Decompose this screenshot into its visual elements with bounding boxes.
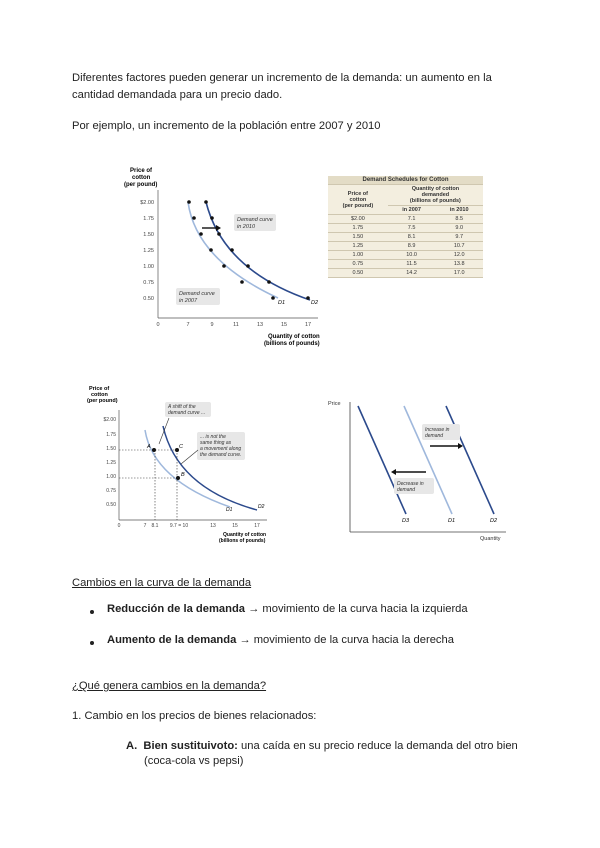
table-col-qty xyxy=(388,185,483,206)
fig1-d2-label: D2 xyxy=(311,300,319,306)
fig2-callout1-2: demand curve ... xyxy=(168,410,206,416)
fig1-xtick-2: 9 xyxy=(210,322,214,328)
table-cell: 10.7 xyxy=(435,242,483,251)
fig2-xtick-0: 0 xyxy=(117,523,121,529)
fig3-increase-1: Increase in xyxy=(425,427,450,433)
table-cell: 1.25 xyxy=(328,242,388,251)
fig2-callout2-2: same thing as xyxy=(200,440,232,446)
fig3-y-title: Price xyxy=(328,401,341,407)
table-row xyxy=(328,251,483,260)
table-cell: 8.9 xyxy=(388,242,436,251)
fig3-increase-2: demand xyxy=(425,433,444,439)
fig1-label-2010-1: Demand curve xyxy=(237,217,273,223)
table-cell: 14.2 xyxy=(388,269,436,278)
fig1-x-title-1: Quantity of cotton xyxy=(268,334,320,340)
table-cell: 1.50 xyxy=(328,233,388,242)
fig1-xtick-5: 15 xyxy=(280,322,288,328)
bullet-dot xyxy=(90,610,94,614)
table-cell: 11.5 xyxy=(388,260,436,269)
bullet-aumento xyxy=(107,634,454,646)
fig2-ytick-2: 1.50 xyxy=(106,446,116,452)
table-row xyxy=(328,215,483,224)
bullet-reduccion xyxy=(107,603,468,615)
fig3-d2-label: D2 xyxy=(490,518,498,524)
fig1-xtick-0: 0 xyxy=(156,322,160,328)
section2-item1: 1. Cambio en los precios de bienes relacionados: xyxy=(72,710,317,722)
fig2-ytick-4: 1.00 xyxy=(106,474,116,480)
figure-demand-shift-chart xyxy=(118,160,326,370)
table-col-qty-2: demanded xyxy=(421,192,450,198)
table-cell: 12.0 xyxy=(435,251,483,260)
fig3-decrease-2: demand xyxy=(397,487,416,493)
fig2-xtick-1: 7 xyxy=(143,523,147,529)
fig3-d3-label: D3 xyxy=(402,518,410,524)
table-row xyxy=(328,269,483,278)
table-row xyxy=(328,233,483,242)
table-cell: 9.7 xyxy=(435,233,483,242)
section1-heading: Cambios en la curva de la demanda xyxy=(72,577,252,589)
fig1-ytick-0: $2.00 xyxy=(140,200,154,206)
intro-line-2: cantidad demandada para un precio dado. xyxy=(72,89,283,101)
fig1-y-title-1: Price of xyxy=(130,168,153,174)
fig2-callout2-3: a movement along xyxy=(200,446,242,452)
table-cell: 13.8 xyxy=(435,260,483,269)
fig1-ytick-3: 1.25 xyxy=(143,248,154,254)
bullet-aumento-text: → movimiento de la curva hacia la derecha xyxy=(236,634,454,646)
fig2-y-title-2: cotton xyxy=(91,392,108,398)
fig1-y-title-3: (per pound) xyxy=(124,182,158,188)
fig1-d1-label: D1 xyxy=(278,300,286,306)
table-col-price-2: cotton xyxy=(349,196,367,203)
table-cell: 9.0 xyxy=(435,224,483,233)
fig3-d1-label: D1 xyxy=(448,518,456,524)
table-cell: $2.00 xyxy=(328,215,388,224)
fig2-ytick-1: 1.75 xyxy=(106,432,116,438)
fig1-x-title-2: (billions of pounds) xyxy=(264,341,320,347)
table-row xyxy=(328,260,483,269)
fig1-ytick-1: 1.75 xyxy=(143,216,154,222)
fig3-x-title: Quantity xyxy=(480,536,501,542)
fig3-decrease-1: Decrease in xyxy=(397,481,424,487)
fig2-point-c: C xyxy=(179,444,183,450)
fig1-label-2007-2: in 2007 xyxy=(179,298,198,304)
fig1-ytick-5: 0.75 xyxy=(143,280,154,286)
item-a-letter: A. xyxy=(126,740,138,752)
fig2-point-a: A xyxy=(147,444,151,450)
table-cell: 0.75 xyxy=(328,260,388,269)
fig1-y-title-2: cotton xyxy=(132,175,151,181)
intro-line-1: Diferentes factores pueden generar un incremento de la demanda: un aumento en la xyxy=(72,72,492,84)
fig2-callout2-1: ... is not the xyxy=(200,434,226,440)
fig2-callout1-1: A shift of the xyxy=(168,404,196,410)
fig2-d2-label: D2 xyxy=(258,504,265,510)
table-row xyxy=(328,224,483,233)
fig1-label-2010-2: in 2010 xyxy=(237,224,256,230)
table-cell: 7.5 xyxy=(388,224,436,233)
fig2-ytick-3: 1.25 xyxy=(106,460,116,466)
fig1-xtick-1: 7 xyxy=(186,322,190,328)
fig1-xtick-4: 13 xyxy=(256,322,264,328)
table-col-qty-3: (billions of pounds) xyxy=(409,198,461,204)
bullet-reduccion-bold: Reducción de la demanda xyxy=(107,603,246,615)
fig2-x-title-1: Quantity of cotton xyxy=(223,532,267,538)
fig2-xtick-3: 9.7 = 10 xyxy=(169,523,189,529)
table-col-price-3: (per pound) xyxy=(342,202,374,209)
fig1-ytick-4: 1.00 xyxy=(143,264,154,270)
table-col-2007: in 2007 xyxy=(388,206,436,215)
fig2-callout2-4: the demand curve. xyxy=(200,452,242,458)
table-cell: 8.5 xyxy=(435,215,483,224)
fig2-d1-label: D1 xyxy=(226,507,233,513)
item-a-bold: Bien sustituivoto: xyxy=(143,740,238,752)
fig2-y-title-1: Price of xyxy=(89,386,110,392)
fig2-xtick-5: 15 xyxy=(232,523,238,529)
table-cell: 0.50 xyxy=(328,269,388,278)
table-cell: 8.1 xyxy=(388,233,436,242)
item-a-text: una caída en su precio reduce la demanda del otro bien xyxy=(237,740,518,752)
table-cell: 1.00 xyxy=(328,251,388,260)
table-col-price-1: Price of xyxy=(347,190,368,197)
bullet-dot xyxy=(90,641,94,645)
intro-example: Por ejemplo, un incremento de la población entre 2007 y 2010 xyxy=(72,120,381,132)
fig2-xtick-4: 13 xyxy=(210,523,216,529)
fig1-ytick-6: 0.50 xyxy=(143,296,154,302)
fig2-ytick-0: $2.00 xyxy=(103,417,116,423)
figure-increase-decrease-chart xyxy=(326,396,510,544)
fig2-point-b: B xyxy=(181,472,185,478)
section2-heading: ¿Qué genera cambios en la demanda? xyxy=(72,680,267,692)
fig2-ytick-5: 0.75 xyxy=(106,488,116,494)
fig1-label-2007-1: Demand curve xyxy=(179,291,215,297)
bullet-reduccion-text: → movimiento de la curva hacia la izquierda xyxy=(245,603,468,615)
table-col-2010: in 2010 xyxy=(435,206,483,215)
fig2-y-title-3: (per pound) xyxy=(87,398,118,404)
demand-schedule-table xyxy=(328,176,483,278)
fig2-ytick-6: 0.50 xyxy=(106,502,116,508)
table-cell: 17.0 xyxy=(435,269,483,278)
table-cell: 7.1 xyxy=(388,215,436,224)
fig2-x-title-2: (billions of pounds) xyxy=(219,538,266,544)
table-cell: 1.75 xyxy=(328,224,388,233)
table-caption: Demand Schedules for Cotton xyxy=(328,176,483,185)
bullet-aumento-bold: Aumento de la demanda xyxy=(107,634,237,646)
table-cell: 10.0 xyxy=(388,251,436,260)
fig1-ytick-2: 1.50 xyxy=(143,232,154,238)
figure-shift-vs-movement-chart xyxy=(85,380,275,548)
section2-item-a-line2: (coca-cola vs pepsi) xyxy=(144,755,244,767)
table-col-price xyxy=(328,185,388,215)
fig2-xtick-6: 17 xyxy=(254,523,260,529)
table-col-qty-1: Quantity of cotton xyxy=(411,186,460,192)
fig2-xtick-2: 8.1 xyxy=(151,523,159,529)
table-row xyxy=(328,242,483,251)
fig1-xtick-6: 17 xyxy=(304,322,312,328)
fig1-xtick-3: 11 xyxy=(233,322,239,328)
